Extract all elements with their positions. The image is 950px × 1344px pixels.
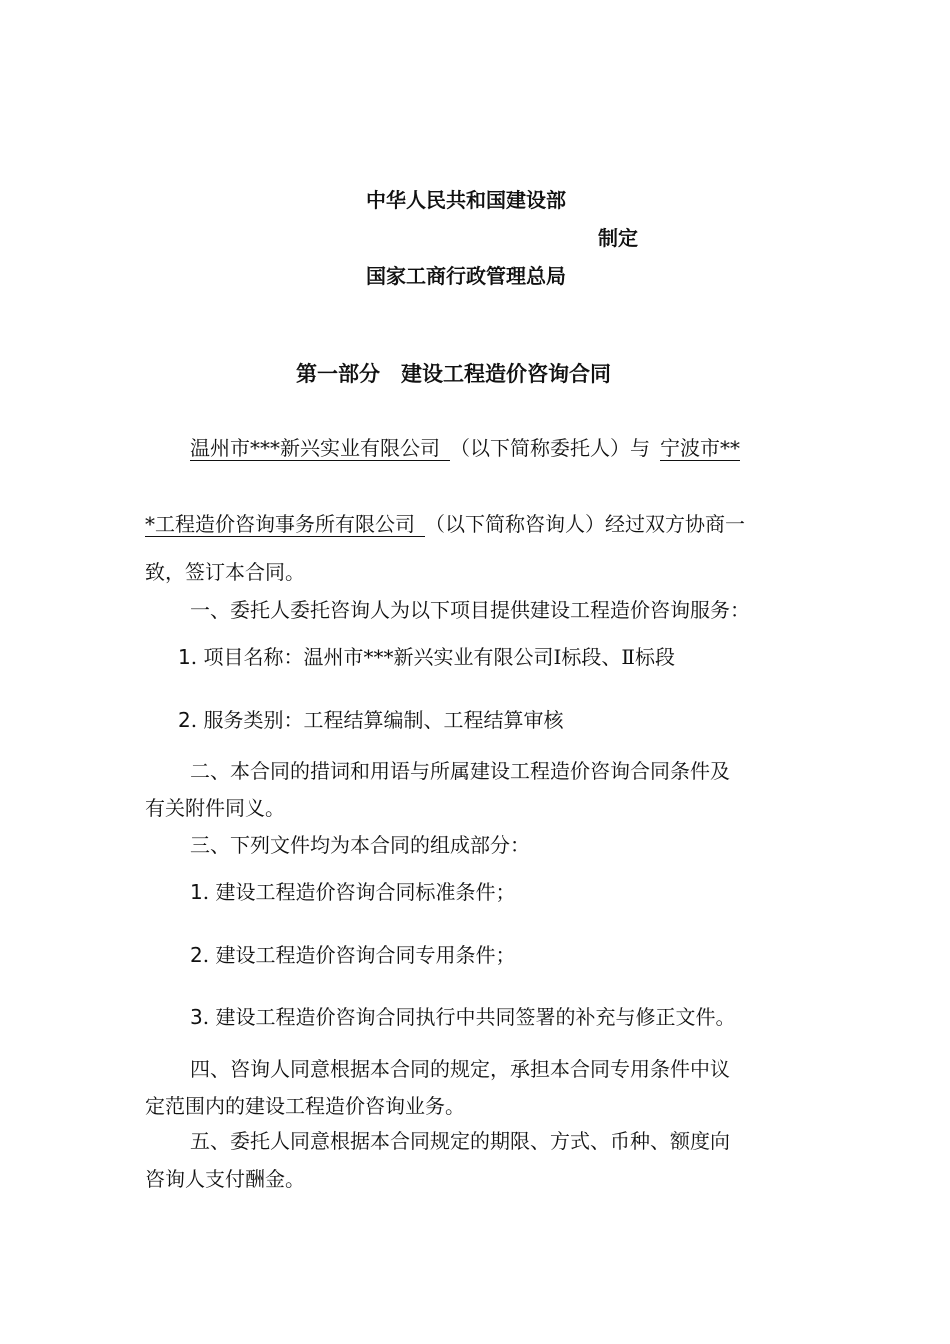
client-abbrev-note: （以下简称委托人）与	[450, 436, 650, 460]
issuer-line-2: 国家工商行政管理总局	[366, 264, 566, 288]
clause-three: 三、下列文件均为本合同的组成部分：	[190, 833, 530, 857]
parties-line-2	[145, 510, 745, 538]
issuer-made-label: 制定	[598, 226, 638, 250]
item-number: 3	[190, 1005, 203, 1029]
item-text: . 项目名称：温州市***新兴实业有限公司Ⅰ标段、Ⅱ标段	[190, 645, 675, 669]
consultant-abbrev-note: （以下简称咨询人）经过双方协商一	[425, 512, 745, 536]
item-number: 2	[178, 708, 191, 732]
clause-two-line-1: 二、本合同的措词和用语与所属建设工程造价咨询合同条件及	[190, 759, 730, 783]
item-number: 1	[178, 645, 191, 669]
clause-one: 一、委托人委托咨询人为以下项目提供建设工程造价咨询服务：	[190, 598, 750, 622]
item-text: . 建设工程造价咨询合同标准条件；	[202, 880, 516, 904]
clause-two-line-2: 有关附件同义。	[145, 796, 285, 820]
consultant-name-part-1: 宁波市**	[660, 436, 740, 460]
item-number: 2	[190, 943, 203, 967]
clause-five-line-1: 五、委托人同意根据本合同规定的期限、方式、币种、额度向	[190, 1129, 730, 1153]
parties-line-1	[190, 434, 740, 462]
clause-three-item-3	[190, 1003, 735, 1031]
item-text: . 服务类别：工程结算编制、工程结算审核	[190, 708, 564, 732]
clause-three-item-2	[190, 941, 515, 969]
part-title: 第一部分 建设工程造价咨询合同	[296, 362, 611, 386]
issuer-line-1: 中华人民共和国建设部	[366, 188, 566, 212]
consultant-name-part-2: *工程造价咨询事务所有限公司	[145, 512, 415, 536]
clause-four-line-1: 四、咨询人同意根据本合同的规定，承担本合同专用条件中议	[190, 1057, 730, 1081]
item-text: . 建设工程造价咨询合同专用条件；	[202, 943, 516, 967]
clause-five-line-2: 咨询人支付酬金。	[145, 1167, 305, 1191]
clause-one-item-1	[178, 643, 675, 671]
clause-four-line-2: 定范围内的建设工程造价咨询业务。	[145, 1094, 465, 1118]
client-name: 温州市***新兴实业有限公司	[190, 436, 440, 460]
item-text: . 建设工程造价咨询合同执行中共同签署的补充与修正文件。	[202, 1005, 736, 1029]
parties-closing: 致，签订本合同。	[145, 560, 305, 584]
clause-one-item-2	[178, 706, 563, 734]
clause-three-item-1	[190, 878, 515, 906]
item-number: 1	[190, 880, 203, 904]
